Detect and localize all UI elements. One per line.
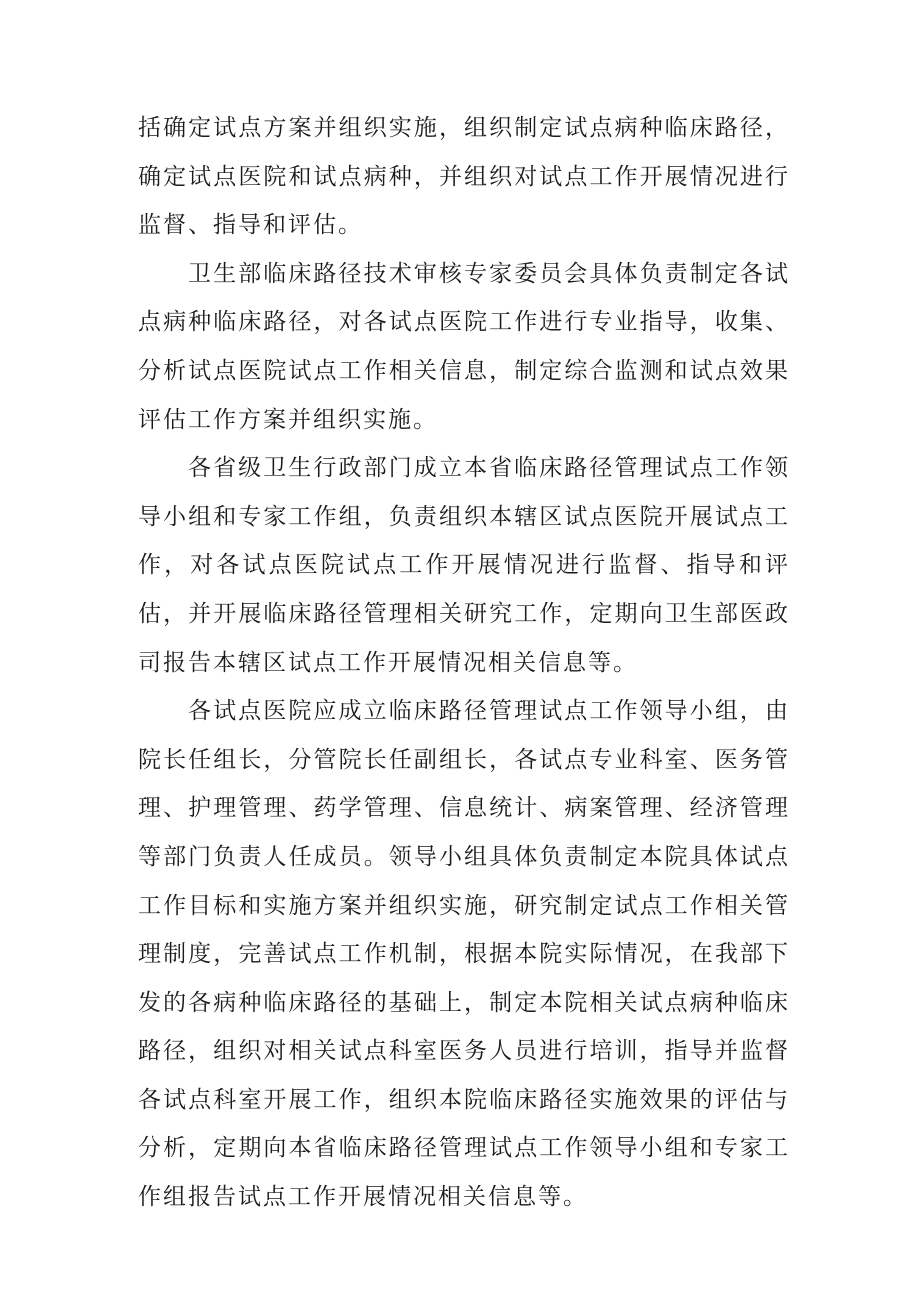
paragraph-provincial-departments: 各省级卫生行政部门成立本省临床路径管理试点工作领导小组和专家工作组，负责组织本辖区试点医院开展试点工作，对各试点医院试点工作开展情况进行监督、指导和评估，并开展临床路径管理相关研究工作，定期向卫生部医政司报告本辖区试点工作开展情况相关信息等。 <box>138 455 790 676</box>
paragraph-expert-committee: 卫生部临床路径技术审核专家委员会具体负责制定各试点病种临床路径，对各试点医院工作进行专业指导，收集、分析试点医院试点工作相关信息，制定综合监测和试点效果评估工作方案并组织实施。 <box>138 260 790 433</box>
paragraph-pilot-hospitals: 各试点医院应成立临床路径管理试点工作领导小组，由院长任组长，分管院长任副组长，各试点专业科室、医务管理、护理管理、药学管理、信息统计、病案管理、经济管理等部门负责人任成员。领导小组具体负责制定本院具体试点工作目标和实施方案并组织实施，研究制定试点工作相关管理制度，完善试点工作机制，根据本院实际情况，在我部下发的各病种临床路径的基础上，制定本院相关试点病种临床路径，组织对相关试点科室医务人员进行培训，指导并监督各试点科室开展工作，组织本院临床路径实施效果的评估与分析，定期向本省临床路径管理试点工作领导小组和专家工作组报告试点工作开展情况相关信息等。 <box>138 698 790 1211</box>
paragraph-continuation: 括确定试点方案并组织实施，组织制定试点病种临床路径，确定试点医院和试点病种，并组织对试点工作开展情况进行监督、指导和评估。 <box>138 115 790 239</box>
document-body <box>138 104 790 1222</box>
